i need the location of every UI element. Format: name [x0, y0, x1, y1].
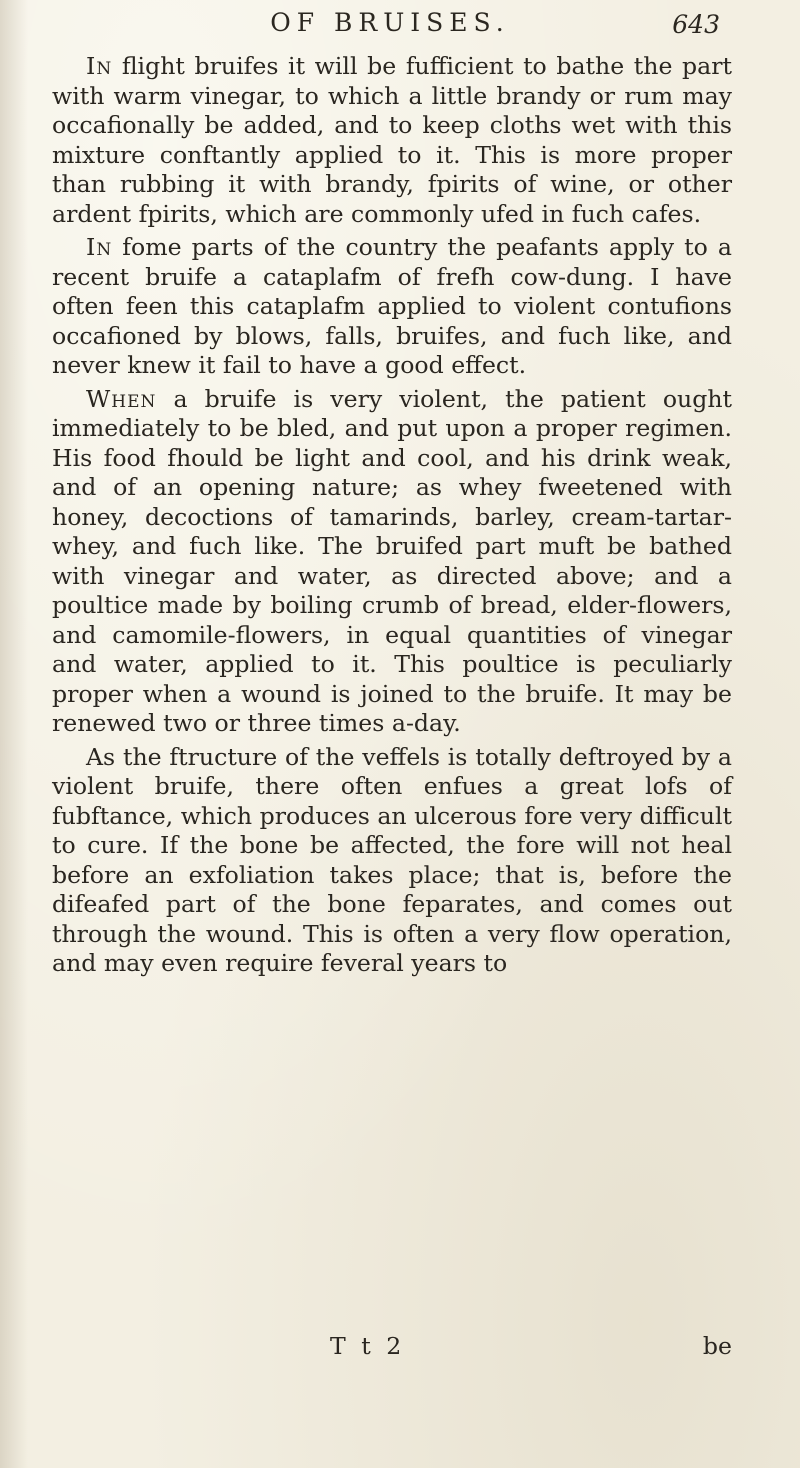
catchword: be	[702, 1332, 732, 1360]
paragraph-lead: In	[86, 52, 113, 80]
paragraph-1	[52, 52, 732, 229]
page-number: 643	[672, 10, 720, 39]
paragraph-3	[52, 385, 732, 739]
paragraph-text: fome parts of the country the peafants apply to a recent bruife a cataplafm of frefh cow-dung. I have often feen this cataplafm applied to violent contufions occafioned by blows, falls, bruifes, and fuch like, and never knew it fail to have a good effect.	[52, 233, 732, 379]
paragraph-text: flight bruifes it will be fufficient to bathe the part with warm vinegar, to which a little brandy or rum may occafionally be added, and to keep cloths wet with this mixture conftantly applied to it. This is more proper than rubbing it with brandy, fpirits of wine, or other ardent fpirits, which are commonly ufed in fuch cafes.	[52, 52, 732, 228]
gutter-shadow	[0, 0, 28, 1468]
paragraph-text: a bruife is very violent, the patient ought immediately to be bled, and put upon a proper regimen. His food fhould be light and cool, and his drink weak, and of an opening nature; as whey fweetened with honey, decoctions of tamarinds, barley, cream-tartar-whey, and fuch like. The bruifed part muft be bathed with vinegar and water, as directed above; and a poultice made by boiling crumb of bread, elder-flowers, and camomile-flowers, in equal quantities of vinegar and water, applied to it. This poultice is peculiarly proper when a wound is joined to the bruife. It may be renewed two or three times a-day.	[52, 384, 732, 737]
paragraph-2	[52, 233, 732, 381]
paragraph-text: As the ftructure of the veffels is totally deftroyed by a violent bruife, there often enfues a great lofs of fubftance, which produces an ulcerous fore very difficult to cure. If the bone be affected, the fore will not heal before an exfoliation takes place; that is, before the difeafed part of the bone feparates, and comes out through the wound. This is often a very flow operation, and may even require feveral years to	[52, 742, 732, 977]
running-head: OF BRUISES.	[270, 8, 510, 37]
body-text	[52, 52, 732, 983]
page-footer	[52, 1332, 732, 1366]
paragraph-4	[52, 743, 732, 979]
page-header	[60, 6, 720, 46]
signature-mark: T t 2	[330, 1332, 406, 1360]
paragraph-lead: In	[86, 233, 113, 261]
paragraph-lead: When	[86, 384, 157, 413]
